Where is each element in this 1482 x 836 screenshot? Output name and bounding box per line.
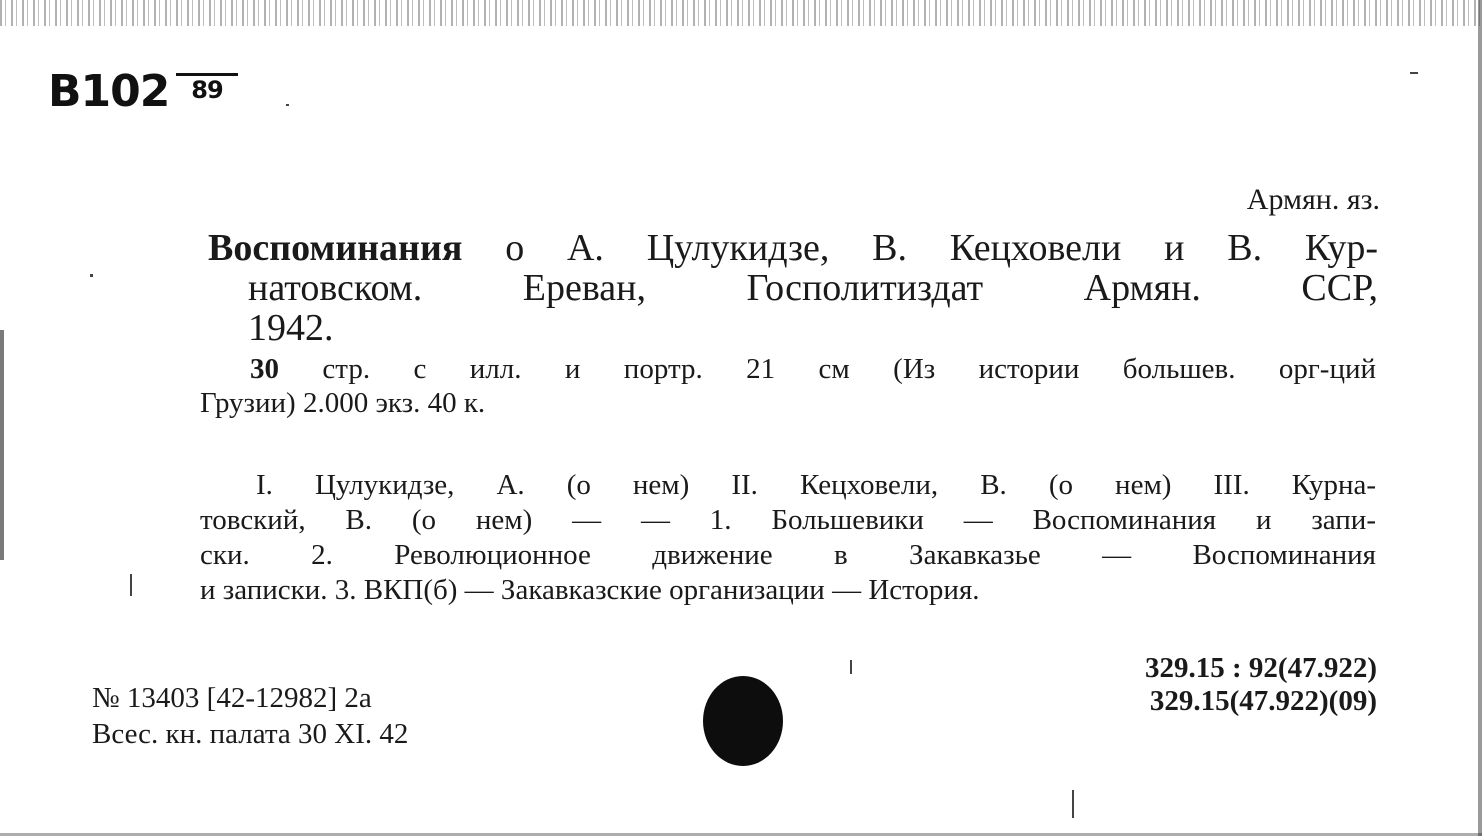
subject-line-3: ски. 2. Революционное движение в Закавказье — Воспоминания: [200, 539, 1376, 571]
card-right-edge: [1478, 0, 1482, 836]
subject-line-4: и записки. 3. ВКП(б) — Закавказские организации — История.: [200, 574, 980, 606]
udc-line-1: 329.15 : 92(47.922): [1145, 652, 1377, 684]
title-entry: [208, 228, 1378, 348]
card-top-edge: [0, 0, 1482, 26]
physical-line-1-rest: стр. с илл. и портр. 21 см (Из истории большев. орг-ций: [322, 353, 1377, 385]
title-line-3: 1942.: [248, 307, 334, 349]
ink-speck: [1410, 72, 1418, 74]
classification-codes: [1145, 652, 1377, 718]
shelf-mark-fraction-number: 89: [191, 76, 223, 104]
ink-speck: [286, 104, 289, 106]
physical-line-2: Грузии) 2.000 экз. 40 к.: [200, 387, 486, 419]
page-count: 30: [250, 353, 279, 385]
title-line-1-rest: о А. Цулукидзе, В. Кецховели и В. Кур-: [505, 227, 1379, 269]
ink-speck: [90, 274, 93, 277]
punch-hole: [703, 676, 783, 766]
physical-line-1: [200, 352, 1376, 386]
ink-speck: [130, 574, 132, 596]
registration-info: [92, 680, 408, 752]
subject-line-1: I. Цулукидзе, А. (о нем) II. Кецховели, В. (о нем) III. Курна-: [256, 469, 1376, 501]
ink-speck: [1072, 790, 1074, 818]
title-heading: Воспоминания: [208, 227, 463, 269]
udc-line-2: 329.15(47.922)(09): [1149, 685, 1377, 717]
ink-speck: [850, 660, 852, 674]
registration-number: № 13403 [42-12982] 2а: [92, 682, 372, 714]
shelf-mark-fraction: [176, 70, 238, 102]
card-left-edge: [0, 330, 4, 560]
language-note: Армян. яз.: [1246, 183, 1380, 216]
title-line-2: натовском. Ереван, Госполитиздат Армян. ССР,: [248, 267, 1378, 309]
shelf-mark: [48, 66, 223, 117]
subject-line-2: товский, В. (о нем) — — 1. Большевики — Воспоминания и запи-: [200, 504, 1376, 536]
shelf-mark-main: B102: [48, 66, 170, 117]
physical-description: [200, 352, 1376, 420]
title-line-1: [208, 228, 1378, 268]
subject-headings: [200, 468, 1376, 608]
chamber-date: Всес. кн. палата 30 XI. 42: [92, 718, 409, 750]
